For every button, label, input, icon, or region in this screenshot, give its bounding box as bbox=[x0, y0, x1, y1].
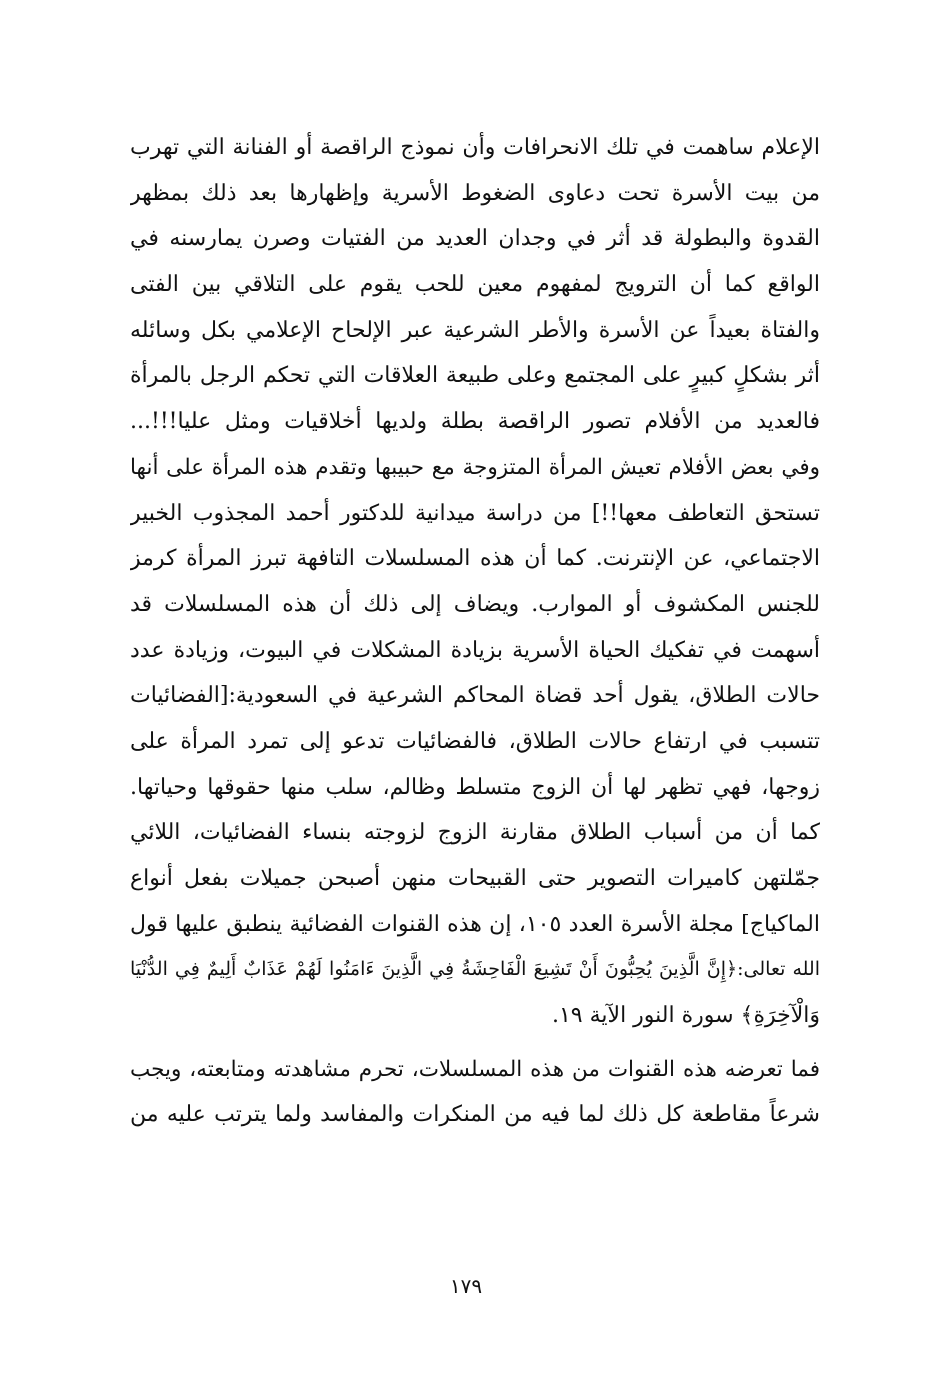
text-line: الاجتماعي، عن الإنترنت. كما أن هذه المسلسلات التافهة تبرز المرأة كرمز bbox=[130, 546, 820, 572]
text-line: وفي بعض الأفلام تعيش المرأة المتزوجة مع حبيبها وتقدم هذه المرأة على أنها bbox=[130, 454, 820, 480]
text-line: فما تعرضه هذه القنوات من هذه المسلسلات، تحرم مشاهدته ومتابعته، ويجب bbox=[130, 1056, 820, 1082]
text-line: للجنس المكشوف أو الموارب. ويضاف إلى ذلك أن هذه المسلسلات قد bbox=[130, 591, 820, 617]
text-line: زوجها، فهي تظهر لها أن الزوج متسلط وظالم، سلب منها حقوقها وحياتها. bbox=[130, 774, 820, 800]
text-line: أسهمت في تفكيك الحياة الأسرية بزيادة المشكلات في البيوت، وزيادة عدد bbox=[130, 637, 820, 663]
text-line: شرعاً مقاطعة كل ذلك لما فيه من المنكرات والمفاسد ولما يترتب عليه من bbox=[130, 1102, 820, 1128]
text-line: الواقع كما أن الترويج لمفهوم معين للحب يقوم على التلاقي بين الفتى bbox=[130, 272, 820, 298]
text-line: القدوة والبطولة قد أثر في وجدان العديد من الفتيات وصرن يمارسنه في bbox=[130, 226, 820, 252]
text-line: من بيت الأسرة تحت دعاوى الضغوط الأسرية وإظهارها بعد ذلك بمظهر bbox=[130, 180, 820, 206]
text-line: الماكياج] مجلة الأسرة العدد ١٠٥، إن هذه القنوات الفضائية ينطبق عليها قول bbox=[130, 911, 820, 937]
text-line: حالات الطلاق، يقول أحد قضاة المحاكم الشرعية في السعودية:[الفضائيات bbox=[130, 683, 820, 709]
text-line: كما أن من أسباب الطلاق مقارنة الزوج لزوجته بنساء الفضائيات، اللائي bbox=[130, 820, 820, 846]
quran-verse-line: الله تعالى:﴿إِنَّ الَّذِينَ يُحِبُّونَ أَنْ تَشِيعَ الْفَاحِشَةُ فِي الَّذِينَ ءَامَنُوا لَهُمْ عَذَابٌ أَلِيمٌ فِي الدُّنْيَا bbox=[130, 958, 820, 981]
text-line: تستحق التعاطف معها!!] من دراسة ميدانية للدكتور أحمد المجذوب الخبير bbox=[130, 500, 820, 526]
text-line: تتسبب في ارتفاع حالات الطلاق، فالفضائيات تدعو إلى تمرد المرأة على bbox=[130, 728, 820, 754]
text-line: الإعلام ساهمت في تلك الانحرافات وأن نموذج الراقصة أو الفنانة التي تهرب bbox=[130, 135, 820, 160]
text-line: جمّلتهن كاميرات التصوير حتى القبيحات منهن أصبحن جميلات بفعل أنواع bbox=[130, 866, 820, 891]
text-line: أثر بشكلٍ كبيرٍ على المجتمع وعلى طبيعة العلاقات التي تحكم الرجل بالمرأة bbox=[130, 363, 820, 389]
text-line: والفتاة بعيداً عن الأسرة والأطر الشرعية عبر الإلحاح الإعلامي بكل وسائله bbox=[130, 317, 820, 343]
body-text bbox=[130, 125, 820, 1138]
text-line: فالعديد من الأفلام تصور الراقصة بطلة ولديها أخلاقيات ومثل عليا!!!... bbox=[130, 409, 820, 435]
quran-verse-end-line: وَالْآخِرَةِ﴾ سورة النور الآية ١٩. bbox=[551, 1003, 820, 1029]
page-number: ١٧٩ bbox=[449, 1274, 483, 1298]
